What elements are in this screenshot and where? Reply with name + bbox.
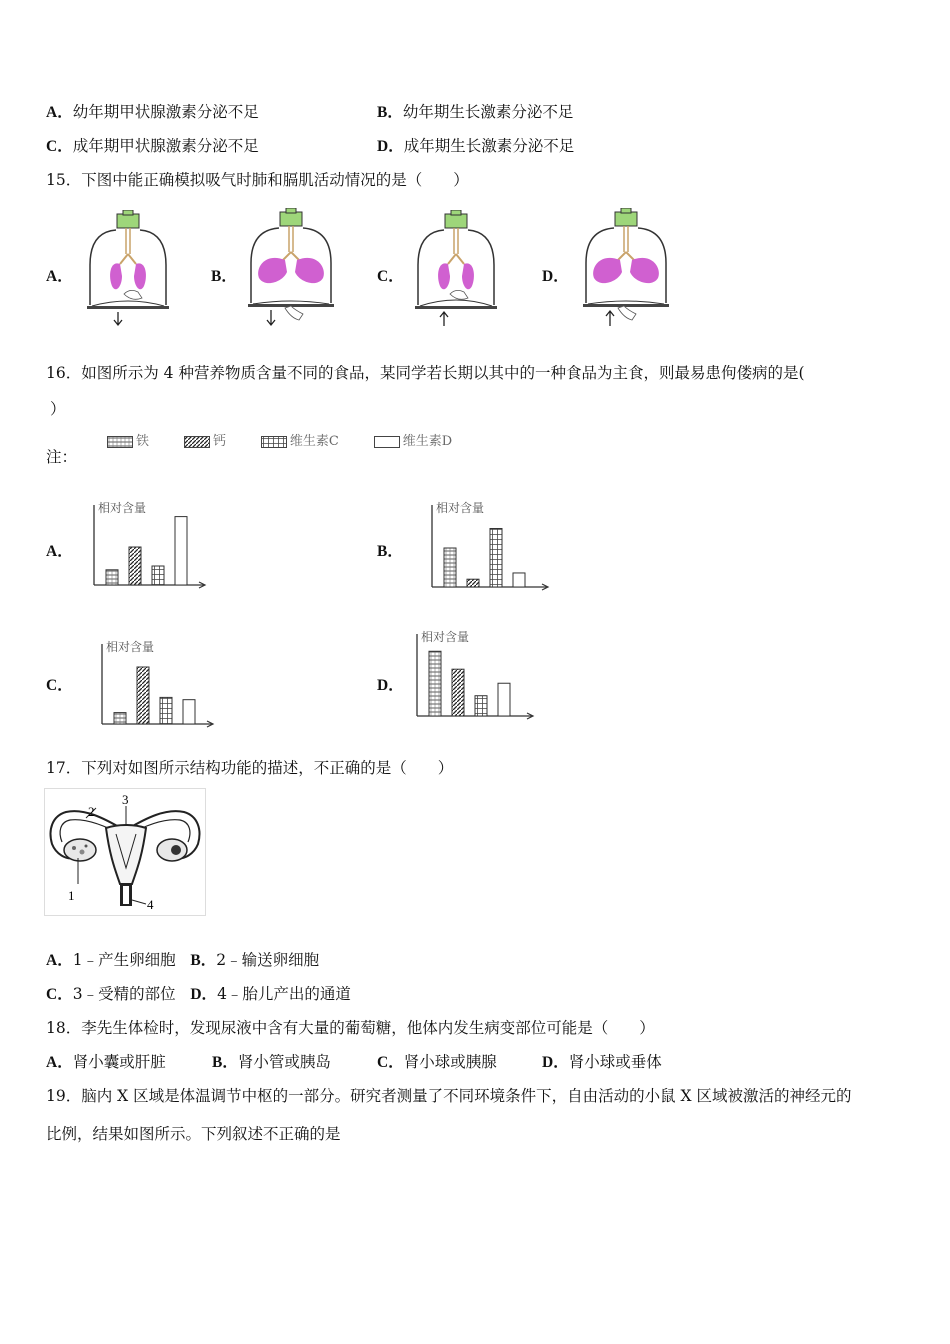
bar-calcium [452,669,464,716]
bar-iron [114,713,126,724]
bar-chart-b [420,497,555,595]
q15-option-a-letter: A． [46,268,73,285]
option-text: 幼年期甲状腺激素分泌不足 [72,103,259,121]
q15-option-b-letter: B． [211,268,237,285]
label-1: 1 [68,888,75,903]
bar-chart-a [82,497,212,593]
bell-jar-figure-a [82,210,174,332]
q16-option-c-letter: C． [46,677,73,694]
option-text: 4﹣胎儿产出的通道 [217,985,351,1003]
q19-stem-line1: 19．脑内 X 区域是体温调节中枢的一部分。研究者测量了不同环境条件下，自由活动的小鼠 X 区域被激活的神经元的 [46,1087,852,1105]
bar-chart-c [90,636,220,732]
q16-stem-end: ） [50,400,66,418]
bar-vitamin-d [513,573,525,587]
legend-calcium-swatch [184,436,210,448]
q16-note-label: 注： [46,448,78,466]
q15-option-c-letter: C． [377,268,404,285]
option-letter: D． [377,138,404,155]
legend-iron: 铁 [107,432,149,452]
option-letter: D． [190,986,218,1003]
q17-options-row1 [46,950,319,971]
q18-option-b: B．肾小管或胰岛 [212,1053,331,1071]
option-text: 成年期生长激素分泌不足 [403,137,575,155]
q18-stem: 18．李先生体检时，发现尿液中含有大量的葡萄糖，他体内发生病变部位可能是（ ） [46,1019,655,1037]
bar-vitamin-d [183,700,195,724]
chart-title: 相对含量 [436,501,485,515]
q18-option-a: A．肾小囊或肝脏 [46,1053,166,1071]
label-2: 2 [88,804,95,819]
option-letter: B． [190,952,217,969]
q18-option-c: C．肾小球或胰腺 [377,1053,497,1071]
option-text: 幼年期生长激素分泌不足 [402,103,574,121]
label-3: 3 [122,792,129,807]
bell-jar-figure-c [410,210,502,332]
bar-iron [444,548,456,587]
bell-jar-figure-b [245,208,337,332]
q16-legend [107,432,482,453]
bar-iron [429,651,441,716]
bar-calcium [137,667,149,724]
q14-option-c [46,136,259,157]
q19-stem-line2: 比例，结果如图所示。下列叙述不正确的是 [46,1125,341,1143]
bar-vitamin-c [490,529,502,588]
bar-chart-d [405,626,540,724]
q17-stem: 17．下列对如图所示结构功能的描述，不正确的是（ ） [46,759,454,777]
option-letter: B． [377,104,403,121]
legend-calcium: 钙 [184,432,226,452]
option-text: 3﹣受精的部位 [72,985,176,1003]
option-letter: A． [46,104,73,121]
bar-vitamin-d [498,683,510,716]
bar-calcium [467,579,479,587]
q14-option-d [377,136,574,157]
bar-vitamin-c [160,697,172,724]
chart-title: 相对含量 [98,501,147,515]
q17-options-row2 [46,984,351,1005]
bar-vitamin-c [475,696,487,716]
legend-vitd-swatch [374,436,400,448]
legend-vitamin-d: 维生素D [374,432,452,452]
q15-option-d-letter: D． [542,268,569,285]
bar-calcium [129,547,141,585]
option-text: 成年期甲状腺激素分泌不足 [72,137,259,155]
q16-stem: 16．如图所示为 4 种营养物质含量不同的食品，某同学若长期以其中的一种食品为主食，则最易患佝偻病的是( [46,364,805,382]
legend-vitamin-c: 维生素C [261,432,339,452]
bell-jar-figure-d [580,208,672,332]
chart-title: 相对含量 [421,630,470,644]
chart-title: 相对含量 [106,640,155,654]
q18-option-d: D．肾小球或垂体 [542,1053,662,1071]
q14-option-a [46,102,259,123]
q14-option-b [377,102,573,123]
option-letter: C． [46,138,73,155]
option-text: 2﹣输送卵细胞 [216,951,320,969]
q16-option-a-letter: A． [46,543,73,560]
option-text: 1﹣产生卵细胞 [72,951,176,969]
legend-iron-swatch [107,436,133,448]
legend-vitc-swatch [261,436,287,448]
bar-vitamin-c [152,566,164,585]
bar-iron [106,570,118,585]
option-letter: C． [46,986,73,1003]
q15-stem: 15．下图中能正确模拟吸气时肺和膈肌活动情况的是（ ） [46,171,469,189]
q16-option-b-letter: B． [377,543,403,560]
option-letter: A． [46,952,73,969]
uterus-diagram [44,788,206,916]
bar-vitamin-d [175,517,187,585]
q16-option-d-letter: D． [377,677,404,694]
label-4: 4 [147,897,154,912]
